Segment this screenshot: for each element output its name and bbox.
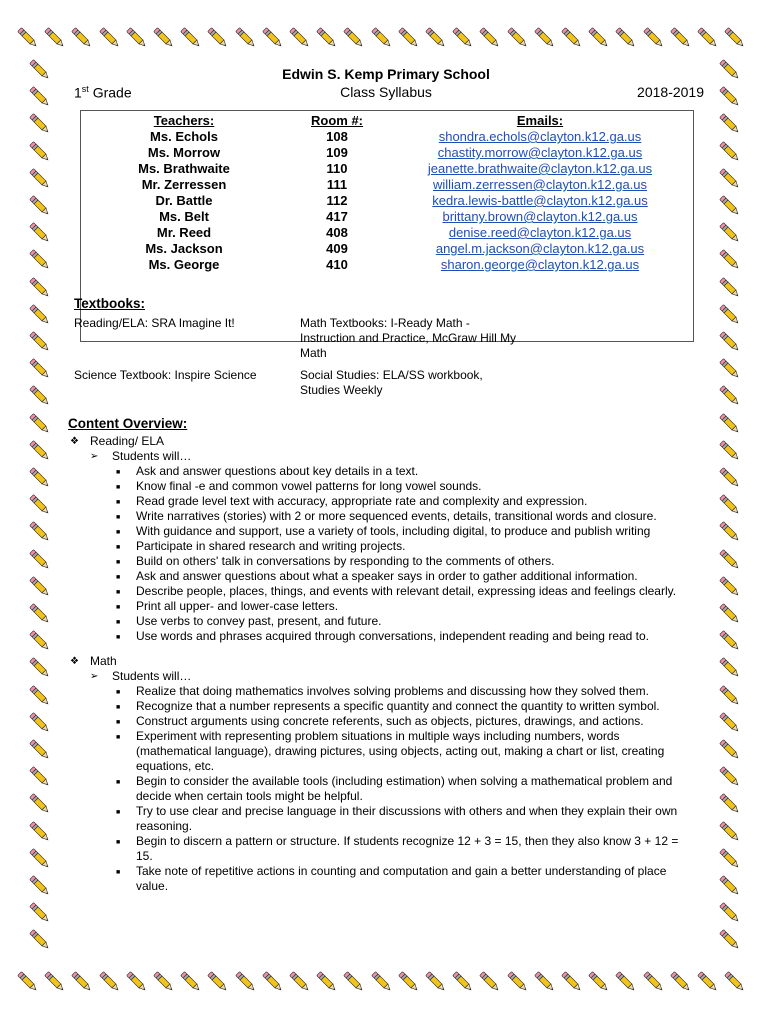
room-number: 109 — [326, 145, 348, 160]
math-textbook-line: Math — [300, 346, 327, 360]
pencil-icon — [640, 968, 668, 996]
pencil-icon — [449, 24, 477, 52]
students-will-item — [68, 449, 704, 464]
science-textbook: Science Textbook: Inspire Science — [74, 368, 257, 382]
pencil-icon — [716, 682, 744, 710]
pencil-icon — [286, 24, 314, 52]
content-overview-heading: Content Overview: — [68, 416, 188, 431]
objective-item — [68, 864, 696, 894]
pencil-icon — [26, 464, 54, 492]
room-number: 112 — [326, 193, 348, 208]
square-bullet-icon: ■ — [116, 809, 121, 816]
objective-item — [68, 464, 696, 479]
room-number: 409 — [326, 241, 348, 256]
pencil-icon — [26, 736, 54, 764]
pencil-icon — [716, 437, 744, 465]
pencil-icon — [150, 968, 178, 996]
pencil-icon — [26, 138, 54, 166]
pencil-icon — [204, 24, 232, 52]
room-number: 410 — [326, 257, 348, 272]
teacher-name: Ms. Morrow — [147, 145, 221, 160]
pencil-icon — [368, 968, 396, 996]
pencil-icon — [694, 968, 722, 996]
pencil-icon — [259, 24, 287, 52]
objective-text: Take note of repetitive actions in counting and computation and gain a better understanding of place value. — [136, 864, 667, 893]
pencil-icon — [716, 518, 744, 546]
pencil-icon — [716, 138, 744, 166]
pencil-icon — [476, 24, 504, 52]
pencil-icon — [716, 301, 744, 329]
pencil-icon — [96, 968, 124, 996]
objective-text: Try to use clear and precise language in their discussions with others and when they explain their own reasoning. — [136, 804, 678, 833]
pencil-icon — [716, 926, 744, 954]
pencil-icon — [41, 968, 69, 996]
objective-text: Write narratives (stories) with 2 or more sequenced events, details, transitional words and closure. — [136, 509, 657, 523]
reading-textbook: Reading/ELA: SRA Imagine It! — [74, 316, 235, 330]
room-column — [287, 113, 387, 273]
teacher-name: Dr. Battle — [155, 193, 213, 208]
social-studies-line: Social Studies: ELA/SS workbook, — [300, 368, 483, 382]
math-textbook — [300, 316, 516, 361]
pencil-icon — [26, 56, 54, 84]
pencil-icon — [716, 165, 744, 193]
objective-item — [68, 539, 696, 554]
objective-text: Print all upper- and lower-case letters. — [136, 599, 339, 613]
pencil-icon — [150, 24, 178, 52]
pencil-icon — [716, 546, 744, 574]
objective-item — [68, 699, 696, 714]
pencil-icon — [26, 518, 54, 546]
pencil-icon — [26, 845, 54, 873]
grade-number: 1 — [74, 84, 82, 101]
objective-item — [68, 614, 696, 629]
pencil-icon — [585, 24, 613, 52]
pencil-icon — [26, 301, 54, 329]
pencil-icon — [721, 968, 749, 996]
pencil-border-top — [0, 20, 770, 56]
email-cell — [387, 129, 693, 145]
pencil-icon — [612, 968, 640, 996]
square-bullet-icon: ■ — [116, 589, 121, 596]
diamond-bullet-icon: ❖ — [70, 436, 79, 447]
teacher-email-link[interactable]: william.zerressen@clayton.k12.ga.us — [432, 177, 648, 192]
teacher-column — [81, 113, 287, 273]
pencil-icon — [204, 968, 232, 996]
objective-item — [68, 729, 696, 774]
pencil-icon — [26, 790, 54, 818]
objective-item — [68, 494, 696, 509]
pencil-icon — [26, 654, 54, 682]
objective-text: Experiment with representing problem situations in multiple ways including numbers, words (mathematical language), drawing pictures, using objects, acting out, making a chart or list, creating equations, etc. — [136, 729, 665, 773]
pencil-icon — [96, 24, 124, 52]
objective-item — [68, 584, 696, 599]
grade-suffix: st — [81, 84, 89, 94]
teacher-name: Mr. Zerressen — [141, 177, 227, 192]
email-cell — [387, 241, 693, 257]
objective-text: Ask and answer questions about what a speaker says in order to gather additional information. — [136, 569, 638, 583]
pencil-icon — [716, 192, 744, 220]
pencil-icon — [721, 24, 749, 52]
diamond-bullet-icon: ❖ — [70, 656, 79, 667]
objective-text: Ask and answer questions about key details in a text. — [136, 464, 419, 478]
square-bullet-icon: ■ — [116, 634, 121, 641]
pencil-icon — [716, 600, 744, 628]
pencil-icon — [26, 899, 54, 927]
objective-text: Build on others' talk in conversations by responding to the comments of others. — [136, 554, 555, 568]
objective-text: Use verbs to convey past, present, and future. — [136, 614, 382, 628]
square-bullet-icon: ■ — [116, 484, 121, 491]
objective-item — [68, 834, 696, 864]
square-bullet-icon: ■ — [116, 779, 121, 786]
pencil-icon — [504, 968, 532, 996]
pencil-icon — [368, 24, 396, 52]
pencil-icon — [26, 355, 54, 383]
square-bullet-icon: ■ — [116, 839, 121, 846]
pencil-icon — [716, 709, 744, 737]
objective-item — [68, 714, 696, 729]
pencil-icon — [640, 24, 668, 52]
teacher-email-link[interactable]: kedra.lewis-battle@clayton.k12.ga.us — [432, 193, 648, 208]
objective-text: Realize that doing mathematics involves solving problems and discussing how they solved them. — [136, 684, 649, 698]
pencil-icon — [422, 968, 450, 996]
email-header: Emails: — [516, 113, 564, 128]
teacher-name: Ms. Echols — [150, 129, 218, 144]
pencil-icon — [286, 968, 314, 996]
objective-item — [68, 524, 696, 539]
pencil-icon — [716, 818, 744, 846]
pencil-icon — [14, 968, 42, 996]
objective-text: Read grade level text with accuracy, appropriate rate and complexity and expression. — [136, 494, 588, 508]
pencil-icon — [716, 219, 744, 247]
teacher-header: Teachers: — [153, 113, 215, 128]
pencil-icon — [232, 968, 260, 996]
school-title: Edwin S. Kemp Primary School — [282, 66, 490, 82]
pencil-icon — [667, 24, 695, 52]
students-will-text: Students will… — [112, 449, 192, 463]
pencil-icon — [123, 968, 151, 996]
students-will-item — [68, 669, 704, 684]
square-bullet-icon: ■ — [116, 734, 121, 741]
pencil-icon — [395, 24, 423, 52]
students-will-text: Students will… — [112, 669, 192, 683]
pencil-icon — [26, 437, 54, 465]
pencil-icon — [716, 274, 744, 302]
pencil-icon — [585, 968, 613, 996]
pencil-icon — [232, 24, 260, 52]
pencil-icon — [26, 682, 54, 710]
pencil-icon — [26, 600, 54, 628]
social-studies-textbook — [300, 368, 483, 398]
pencil-icon — [68, 968, 96, 996]
pencil-icon — [259, 968, 287, 996]
pencil-icon — [694, 24, 722, 52]
pencil-icon — [476, 968, 504, 996]
pencil-icon — [716, 355, 744, 383]
room-number: 110 — [326, 161, 348, 176]
pencil-icon — [716, 845, 744, 873]
objective-text: Participate in shared research and writing projects. — [136, 539, 406, 553]
pencil-icon — [26, 872, 54, 900]
textbooks-heading: Textbooks: — [74, 296, 146, 311]
objective-item — [68, 774, 696, 804]
social-studies-line: Studies Weekly — [300, 383, 383, 397]
pencil-border-left — [20, 56, 60, 962]
pencil-icon — [716, 763, 744, 791]
pencil-icon — [531, 24, 559, 52]
subject-name: Math — [90, 654, 117, 668]
objective-text: Begin to discern a pattern or structure. If students recognize 12 + 3 = 15, then they also know 3 + 12 = 15. — [136, 834, 679, 863]
pencil-icon — [716, 246, 744, 274]
teacher-name: Ms. George — [148, 257, 220, 272]
room-header: Room #: — [311, 113, 363, 128]
square-bullet-icon: ■ — [116, 869, 121, 876]
square-bullet-icon: ■ — [116, 529, 121, 536]
objective-text: Know final -e and common vowel patterns for long vowel sounds. — [136, 479, 482, 493]
teacher-email-link[interactable]: shondra.echols@clayton.k12.ga.us — [438, 129, 642, 144]
objective-text: Construct arguments using concrete referents, such as objects, pictures, drawings, and actions. — [136, 714, 644, 728]
room-number: 408 — [326, 225, 348, 240]
square-bullet-icon: ■ — [116, 514, 121, 521]
pencil-icon — [716, 328, 744, 356]
subject-gap — [68, 644, 704, 654]
pencil-icon — [504, 24, 532, 52]
arrowhead-bullet-icon: ➢ — [90, 451, 99, 462]
pencil-border-bottom — [0, 962, 770, 1002]
pencil-icon — [716, 790, 744, 818]
grade-word: Grade — [88, 84, 132, 101]
objective-text: Describe people, places, things, and events with relevant detail, expressing ideas and feelings clearly. — [136, 584, 677, 598]
pencil-icon — [68, 24, 96, 52]
objective-item — [68, 479, 696, 494]
teacher-email-link[interactable]: denise.reed@clayton.k12.ga.us — [448, 225, 632, 240]
pencil-icon — [716, 736, 744, 764]
pencil-icon — [26, 709, 54, 737]
pencil-icon — [531, 968, 559, 996]
pencil-icon — [313, 968, 341, 996]
pencil-icon — [716, 382, 744, 410]
teacher-name: Ms. Belt — [159, 209, 209, 224]
pencil-icon — [716, 654, 744, 682]
school-year: 2018-2019 — [637, 84, 704, 100]
square-bullet-icon: ■ — [116, 689, 121, 696]
pencil-icon — [26, 627, 54, 655]
email-cell — [387, 177, 693, 193]
pencil-icon — [26, 192, 54, 220]
teacher-name: Ms. Brathwaite — [138, 161, 230, 176]
pencil-icon — [177, 968, 205, 996]
subject-name: Reading/ ELA — [90, 434, 165, 448]
teacher-name: Ms. Jackson — [145, 241, 223, 256]
arrowhead-bullet-icon: ➢ — [90, 671, 99, 682]
square-bullet-icon: ■ — [116, 704, 121, 711]
content-overview-list — [68, 434, 704, 894]
pencil-icon — [340, 968, 368, 996]
objective-item — [68, 509, 696, 524]
pencil-icon — [26, 382, 54, 410]
email-cell — [387, 145, 693, 161]
pencil-icon — [26, 763, 54, 791]
email-cell — [387, 161, 693, 177]
objective-text: Recognize that a number represents a specific quantity and connect the quantity to written symbol. — [136, 699, 660, 713]
pencil-icon — [14, 24, 42, 52]
square-bullet-icon: ■ — [116, 574, 121, 581]
objective-text: With guidance and support, use a variety of tools, including digital, to produce and publish writing — [136, 524, 651, 538]
pencil-icon — [449, 968, 477, 996]
math-textbook-line: Math Textbooks: I-Ready Math - — [300, 316, 470, 330]
pencil-icon — [612, 24, 640, 52]
subject-item — [68, 434, 704, 449]
teacher-email-link[interactable]: brittany.brown@clayton.k12.ga.us — [442, 209, 638, 224]
objective-item — [68, 554, 696, 569]
email-cell — [387, 225, 693, 241]
pencil-icon — [26, 165, 54, 193]
pencil-icon — [26, 818, 54, 846]
syllabus-label: Class Syllabus — [340, 84, 432, 100]
objective-item — [68, 629, 696, 644]
pencil-icon — [716, 627, 744, 655]
pencil-icon — [716, 464, 744, 492]
objective-text: Use words and phrases acquired through conversations, independent reading and being read to. — [136, 629, 650, 643]
email-cell — [387, 257, 693, 273]
pencil-icon — [26, 410, 54, 438]
math-textbook-line: Instruction and Practice, McGraw Hill My — [300, 331, 517, 345]
pencil-icon — [716, 410, 744, 438]
email-cell — [387, 193, 693, 209]
room-number: 111 — [326, 177, 348, 192]
square-bullet-icon: ■ — [116, 544, 121, 551]
pencil-icon — [340, 24, 368, 52]
teacher-name: Mr. Reed — [156, 225, 212, 240]
pencil-icon — [716, 491, 744, 519]
objective-text: Begin to consider the available tools (including estimation) when solving a mathematical problem and decide when certain tools might be helpful. — [136, 774, 673, 803]
square-bullet-icon: ■ — [116, 499, 121, 506]
square-bullet-icon: ■ — [116, 559, 121, 566]
pencil-icon — [667, 968, 695, 996]
pencil-icon — [558, 24, 586, 52]
subject-item — [68, 654, 704, 669]
email-cell — [387, 209, 693, 225]
teacher-email-link[interactable]: sharon.george@clayton.k12.ga.us — [440, 257, 640, 272]
pencil-icon — [558, 968, 586, 996]
pencil-icon — [716, 899, 744, 927]
pencil-icon — [422, 24, 450, 52]
room-number: 108 — [326, 129, 348, 144]
pencil-icon — [716, 872, 744, 900]
pencil-icon — [716, 56, 744, 84]
objective-item — [68, 684, 696, 699]
pencil-icon — [26, 926, 54, 954]
teacher-email-link[interactable]: angel.m.jackson@clayton.k12.ga.us — [435, 241, 645, 256]
square-bullet-icon: ■ — [116, 619, 121, 626]
pencil-icon — [395, 968, 423, 996]
pencil-icon — [26, 246, 54, 274]
pencil-icon — [26, 546, 54, 574]
pencil-icon — [313, 24, 341, 52]
pencil-icon — [26, 274, 54, 302]
teacher-email-link[interactable]: chastity.morrow@clayton.k12.ga.us — [437, 145, 643, 160]
teacher-email-link[interactable]: jeanette.brathwaite@clayton.k12.ga.us — [427, 161, 653, 176]
objective-item — [68, 569, 696, 584]
room-number: 417 — [326, 209, 348, 224]
pencil-icon — [26, 328, 54, 356]
square-bullet-icon: ■ — [116, 719, 121, 726]
square-bullet-icon: ■ — [116, 469, 121, 476]
pencil-icon — [177, 24, 205, 52]
objective-item — [68, 599, 696, 614]
pencil-icon — [26, 573, 54, 601]
pencil-icon — [123, 24, 151, 52]
objective-item — [68, 804, 696, 834]
pencil-icon — [26, 83, 54, 111]
pencil-icon — [26, 110, 54, 138]
pencil-border-right — [708, 56, 750, 962]
email-column — [387, 113, 693, 273]
pencil-icon — [716, 110, 744, 138]
staff-table — [80, 110, 694, 342]
pencil-icon — [26, 491, 54, 519]
pencil-icon — [716, 83, 744, 111]
pencil-icon — [26, 219, 54, 247]
square-bullet-icon: ■ — [116, 604, 121, 611]
pencil-icon — [41, 24, 69, 52]
pencil-icon — [716, 573, 744, 601]
